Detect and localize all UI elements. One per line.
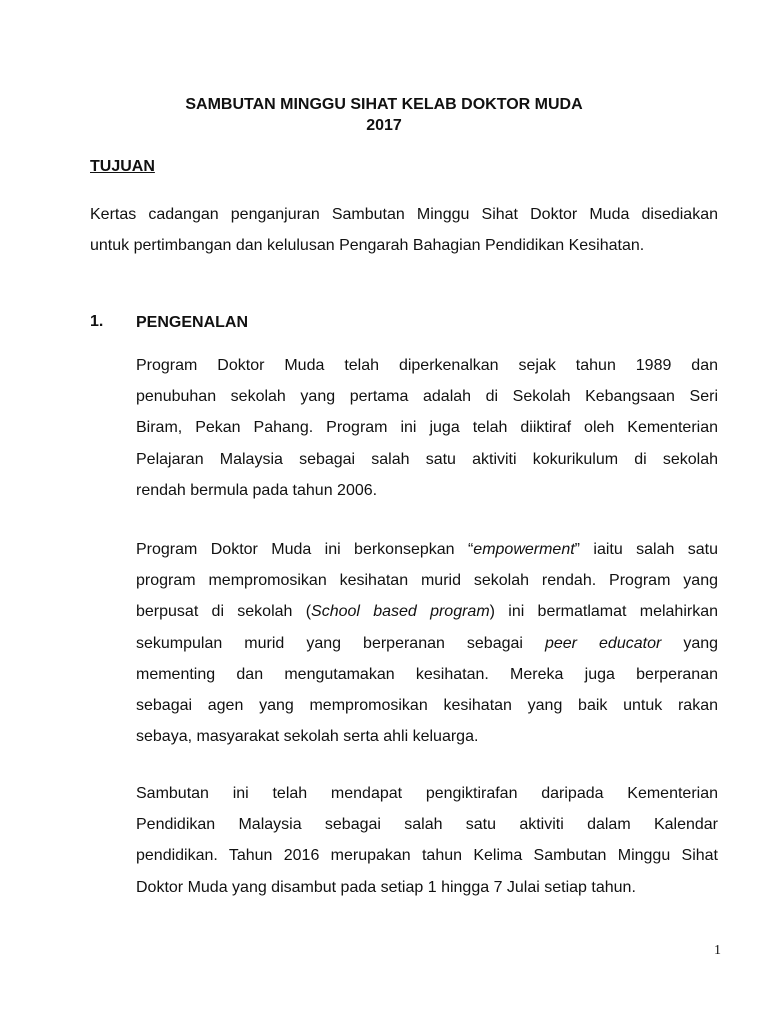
p2-l3-b: ) ini bermatlamat melahirkan — [489, 603, 718, 621]
p2-l1-b: ” iaitu salah satu — [574, 541, 719, 558]
page-number: 1 — [714, 943, 721, 958]
tujuan-heading: TUJUAN — [90, 158, 155, 175]
p3-line-4: Doktor Muda yang disambut pada setiap 1 hingga 7 Julai setiap tahun. — [136, 878, 636, 896]
p1-line-5: rendah bermula pada tahun 2006. — [136, 481, 378, 499]
p2-line-3 — [136, 596, 718, 627]
document-title-line1: SAMBUTAN MINGGU SIHAT KELAB DOKTOR MUDA — [185, 96, 583, 113]
p2-l1-a: Program Doktor Muda ini berkonsepkan “ — [136, 541, 474, 558]
p3-line-1: Sambutan ini telah mendapat pengiktirafan daripada Kementerian — [136, 785, 718, 802]
document-title-line2: 2017 — [366, 117, 402, 134]
p1-line-1: Program Doktor Muda telah diperkenalkan sejak tahun 1989 dan — [136, 357, 718, 374]
p2-l1-emphasis: empowerment — [473, 541, 575, 558]
tujuan-paragraph — [90, 199, 718, 261]
p2-l4-emphasis: peer educator — [544, 634, 662, 652]
tujuan-line-2: untuk pertimbangan dan kelulusan Pengarah Bahagian Pendidikan Kesihatan. — [90, 237, 645, 254]
p2-line-7: sebaya, masyarakat sekolah serta ahli keluarga. — [136, 728, 479, 746]
p2-line-4 — [136, 628, 718, 659]
p2-l3-emphasis: School based program — [311, 603, 490, 621]
p1-line-4: Pelajaran Malaysia sebagai salah satu aktiviti kokurikulum di sekolah — [136, 450, 718, 468]
p2-line-6: sebagai agen yang mempromosikan kesihatan yang baik untuk rakan — [136, 697, 718, 715]
paragraph-1 — [136, 350, 718, 506]
p2-l4-b: yang — [661, 634, 719, 652]
section-1-heading: PENGENALAN — [136, 314, 249, 331]
p3-line-2: Pendidikan Malaysia sebagai salah satu aktiviti dalam Kalendar — [136, 816, 718, 834]
p2-line-1 — [136, 534, 718, 565]
p2-line-5: mementing dan mengutamakan kesihatan. Mereka juga berperanan — [136, 665, 718, 683]
p2-l4-a: sekumpulan murid yang berperanan sebagai — [136, 634, 545, 652]
p2-line-2: program mempromosikan kesihatan murid sekolah rendah. Program yang — [136, 572, 718, 590]
paragraph-2 — [136, 534, 718, 752]
p1-line-2: penubuhan sekolah yang pertama adalah di Sekolah Kebangsaan Seri — [136, 388, 718, 406]
paragraph-3 — [136, 778, 718, 903]
p2-l3-a: berpusat di sekolah ( — [136, 603, 312, 621]
p1-line-3: Biram, Pekan Pahang. Program ini juga telah diiktiraf oleh Kementerian — [136, 419, 718, 437]
tujuan-line-1: Kertas cadangan penganjuran Sambutan Minggu Sihat Doktor Muda disediakan — [90, 206, 718, 223]
p3-line-3: pendidikan. Tahun 2016 merupakan tahun Kelima Sambutan Minggu Sihat — [136, 847, 718, 865]
section-1-number: 1. — [90, 313, 104, 330]
